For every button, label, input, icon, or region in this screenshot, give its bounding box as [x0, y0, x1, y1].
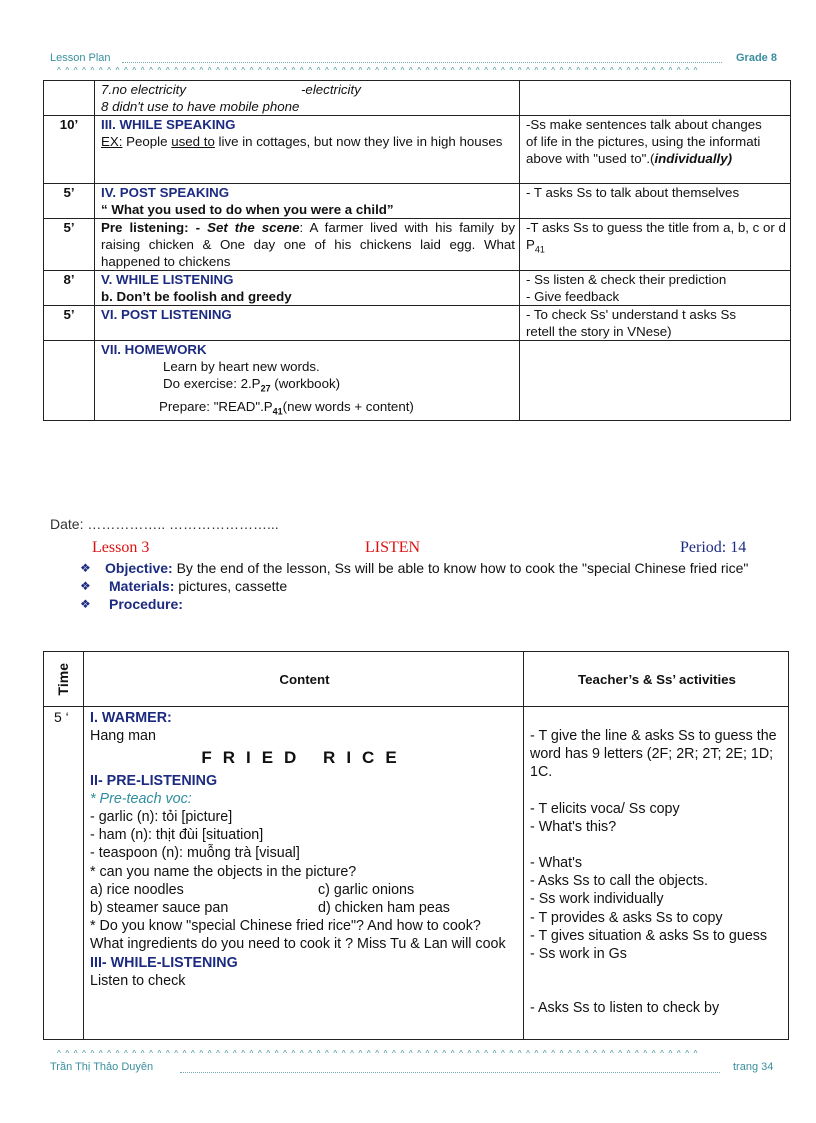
row6-heading: VII. HOMEWORK [101, 342, 207, 357]
row3-act: -T asks Ss to guess the title from a, b, c or d P [526, 220, 786, 252]
diamond-bullet-icon: ❖ [80, 597, 91, 611]
row3-label: Pre listening: - [101, 220, 208, 235]
row-time: 5 ‘ [44, 707, 84, 1040]
table-row [44, 707, 789, 1040]
row3-text: : A farmer lived with his family by raising chicken & One day one of his chickens laid egg. What happened to chickens [101, 220, 516, 269]
warmer-heading: I. WARMER: [90, 710, 172, 726]
date-line: Date: …………….. …………………... [50, 516, 279, 532]
row1-ex-label: EX: [101, 134, 123, 149]
activity-4: - What's [530, 855, 582, 872]
vocab-garlic: - garlic (n): tỏi [picture] [90, 809, 233, 826]
option-c: c) garlic onions [318, 881, 415, 898]
header-grade: Grade 8 [736, 52, 777, 64]
diamond-bullet-icon: ❖ [80, 579, 91, 593]
table-row [44, 219, 791, 271]
table-row [44, 341, 791, 421]
vocab-ham: - ham (n): thịt đùi [situation] [90, 827, 264, 844]
row3-time: 5’ [44, 219, 95, 271]
table-row [44, 271, 791, 306]
objective-text: By the end of the lesson, Ss will be able to know how to cook the "special Chinese fried rice" [172, 560, 749, 576]
row0-line1b: -electricity [301, 82, 361, 97]
lesson-period: Period: 14 [680, 539, 747, 556]
table-row [44, 306, 791, 341]
row1-act1: -Ss make sentences talk about changes [526, 117, 762, 132]
activity-10: - Asks Ss to listen to check by [530, 1000, 720, 1017]
row1-act3b: individually) [654, 151, 733, 166]
activity-9: - Ss work in Gs [530, 946, 627, 963]
question-fried-rice: * Do you know "special Chinese fried rice"? And how to cook? [90, 918, 481, 935]
hangman-text: Hang man [90, 728, 156, 745]
row1-act3a: above with "used to".( [526, 151, 655, 166]
activity-7: - T provides & asks Ss to copy [530, 909, 723, 926]
lesson-table-procedure [43, 651, 789, 1040]
lesson-number: Lesson 3 [92, 539, 150, 556]
row4-heading: V. WHILE LISTENING [101, 272, 234, 287]
objective-block [80, 559, 785, 613]
row4-act1: - Ss listen & check their prediction [526, 272, 727, 287]
materials-label: Materials: [109, 578, 175, 594]
row6-l2sub: 27 [260, 383, 271, 394]
row2-sub: “ What you used to do when you were a child” [101, 202, 394, 217]
row1-time: 10’ [44, 116, 95, 184]
option-d: d) chicken ham peas [318, 900, 450, 917]
option-a: a) rice noodles [90, 881, 184, 898]
activity-8: - T gives situation & asks Ss to guess [530, 927, 768, 944]
table-row [44, 116, 791, 184]
row6-l3b: (new words + content) [282, 398, 414, 414]
row2-act: - T asks Ss to talk about themselves [520, 184, 791, 219]
row4-act2: - Give feedback [526, 289, 620, 304]
procedure-label: Procedure: [109, 596, 183, 612]
row3-scene: Set the scene [207, 220, 300, 235]
table-row [44, 184, 791, 219]
footer-page-number: trang 34 [733, 1061, 774, 1073]
row3-act-sub: 41 [534, 244, 545, 255]
row5-time: 5’ [44, 306, 95, 341]
option-b: b) steamer sauce pan [90, 900, 229, 917]
row1-ex-a: People [122, 134, 172, 149]
row1-ex-b: live in cottages, but now they live in high houses [214, 134, 503, 149]
row6-l2a: Do exercise: 2.P [163, 376, 261, 391]
footer-dots [180, 1072, 720, 1073]
footer-decoration: ^ ^ ^ ^ ^ ^ ^ ^ ^ ^ ^ ^ ^ ^ ^ ^ ^ ^ ^ ^ ^ ^ ^ ^ ^ ^ ^ ^ ^ ^ ^ ^ ^ ^ ^ ^ ^ ^ ^ ^ ^ ^ ^ ^ ^ ^ ^ ^ ^ ^ ^ ^ ^ ^ ^ ^ ^ ^ ^ ^ ^ ^ ^ ^ ^ ^ ^ ^ ^ ^ ^ ^ ^ ^ ^ ^ ^ [57, 1049, 699, 1058]
vocab-teaspoon: - teaspoon (n): muỗng trà [visual] [90, 845, 300, 862]
preteach-label: * Pre-teach voc: [90, 790, 192, 807]
question-objects: * can you name the objects in the picture? [90, 863, 357, 880]
col-header-time: Time [55, 662, 71, 696]
row6-l3sub: 41 [272, 406, 283, 417]
row6-l2b: (workbook) [270, 376, 341, 391]
listen-check: Listen to check [90, 972, 186, 989]
activity-1: - T give the line & asks Ss to guess the word has 9 letters (2F; 2R; 2T; 2E; 1D; 1C. [530, 728, 777, 781]
row0-line1a: 7.no electricity [101, 82, 186, 97]
activity-3: - What's this? [530, 818, 617, 835]
row5-act1: - To check Ss' understand t asks Ss [526, 307, 736, 322]
row6-l1: Learn by heart new words. [163, 359, 320, 374]
header-decoration: ^ ^ ^ ^ ^ ^ ^ ^ ^ ^ ^ ^ ^ ^ ^ ^ ^ ^ ^ ^ ^ ^ ^ ^ ^ ^ ^ ^ ^ ^ ^ ^ ^ ^ ^ ^ ^ ^ ^ ^ ^ ^ ^ ^ ^ ^ ^ ^ ^ ^ ^ ^ ^ ^ ^ ^ ^ ^ ^ ^ ^ ^ ^ ^ ^ ^ ^ ^ ^ ^ ^ ^ ^ ^ ^ ^ ^ [57, 66, 699, 75]
whilelistening-heading: III- WHILE-LISTENING [90, 954, 238, 971]
diamond-bullet-icon: ❖ [80, 561, 91, 575]
table-row [44, 81, 791, 116]
activity-2: - T elicits voca/ Ss copy [530, 800, 680, 817]
row5-act2: retell the story in VNese) [526, 324, 672, 339]
materials-text: pictures, cassette [174, 578, 288, 594]
row2-time: 5’ [44, 184, 95, 219]
table-header-row [44, 652, 789, 707]
objective-label: Objective: [105, 560, 173, 576]
activity-6: - Ss work individually [530, 891, 664, 908]
row0-line2: 8 didn't use to have mobile phone [101, 99, 300, 114]
col-header-activities: Teacher’s & Ss’ activities [524, 652, 789, 707]
fried-rice-word: FRIED RICE [201, 748, 408, 768]
row5-heading: VI. POST LISTENING [95, 306, 520, 341]
row4-time: 8’ [44, 271, 95, 306]
lesson-table-top [43, 80, 791, 421]
prelistening-heading: II- PRE-LISTENING [90, 772, 218, 789]
header-dots [122, 62, 722, 63]
activity-5: - Asks Ss to call the objects. [530, 873, 708, 890]
row4-sub: b. Don’t be foolish and greedy [101, 289, 292, 304]
row2-heading: IV. POST SPEAKING [101, 185, 230, 200]
question-ingredients: What ingredients do you need to cook it ? Miss Tu & Lan will cook [90, 936, 506, 953]
row6-l3a: Prepare: "READ".P [159, 398, 273, 414]
row1-heading: III. WHILE SPEAKING [101, 117, 236, 132]
footer-author: Trần Thị Thảo Duyên [50, 1061, 154, 1073]
row1-act2: of life in the pictures, using the informati [526, 134, 761, 149]
col-header-content: Content [84, 652, 524, 707]
row1-ex-u: used to [171, 134, 215, 149]
header-title: Lesson Plan [50, 52, 111, 64]
lesson-skill: LISTEN [365, 539, 421, 556]
